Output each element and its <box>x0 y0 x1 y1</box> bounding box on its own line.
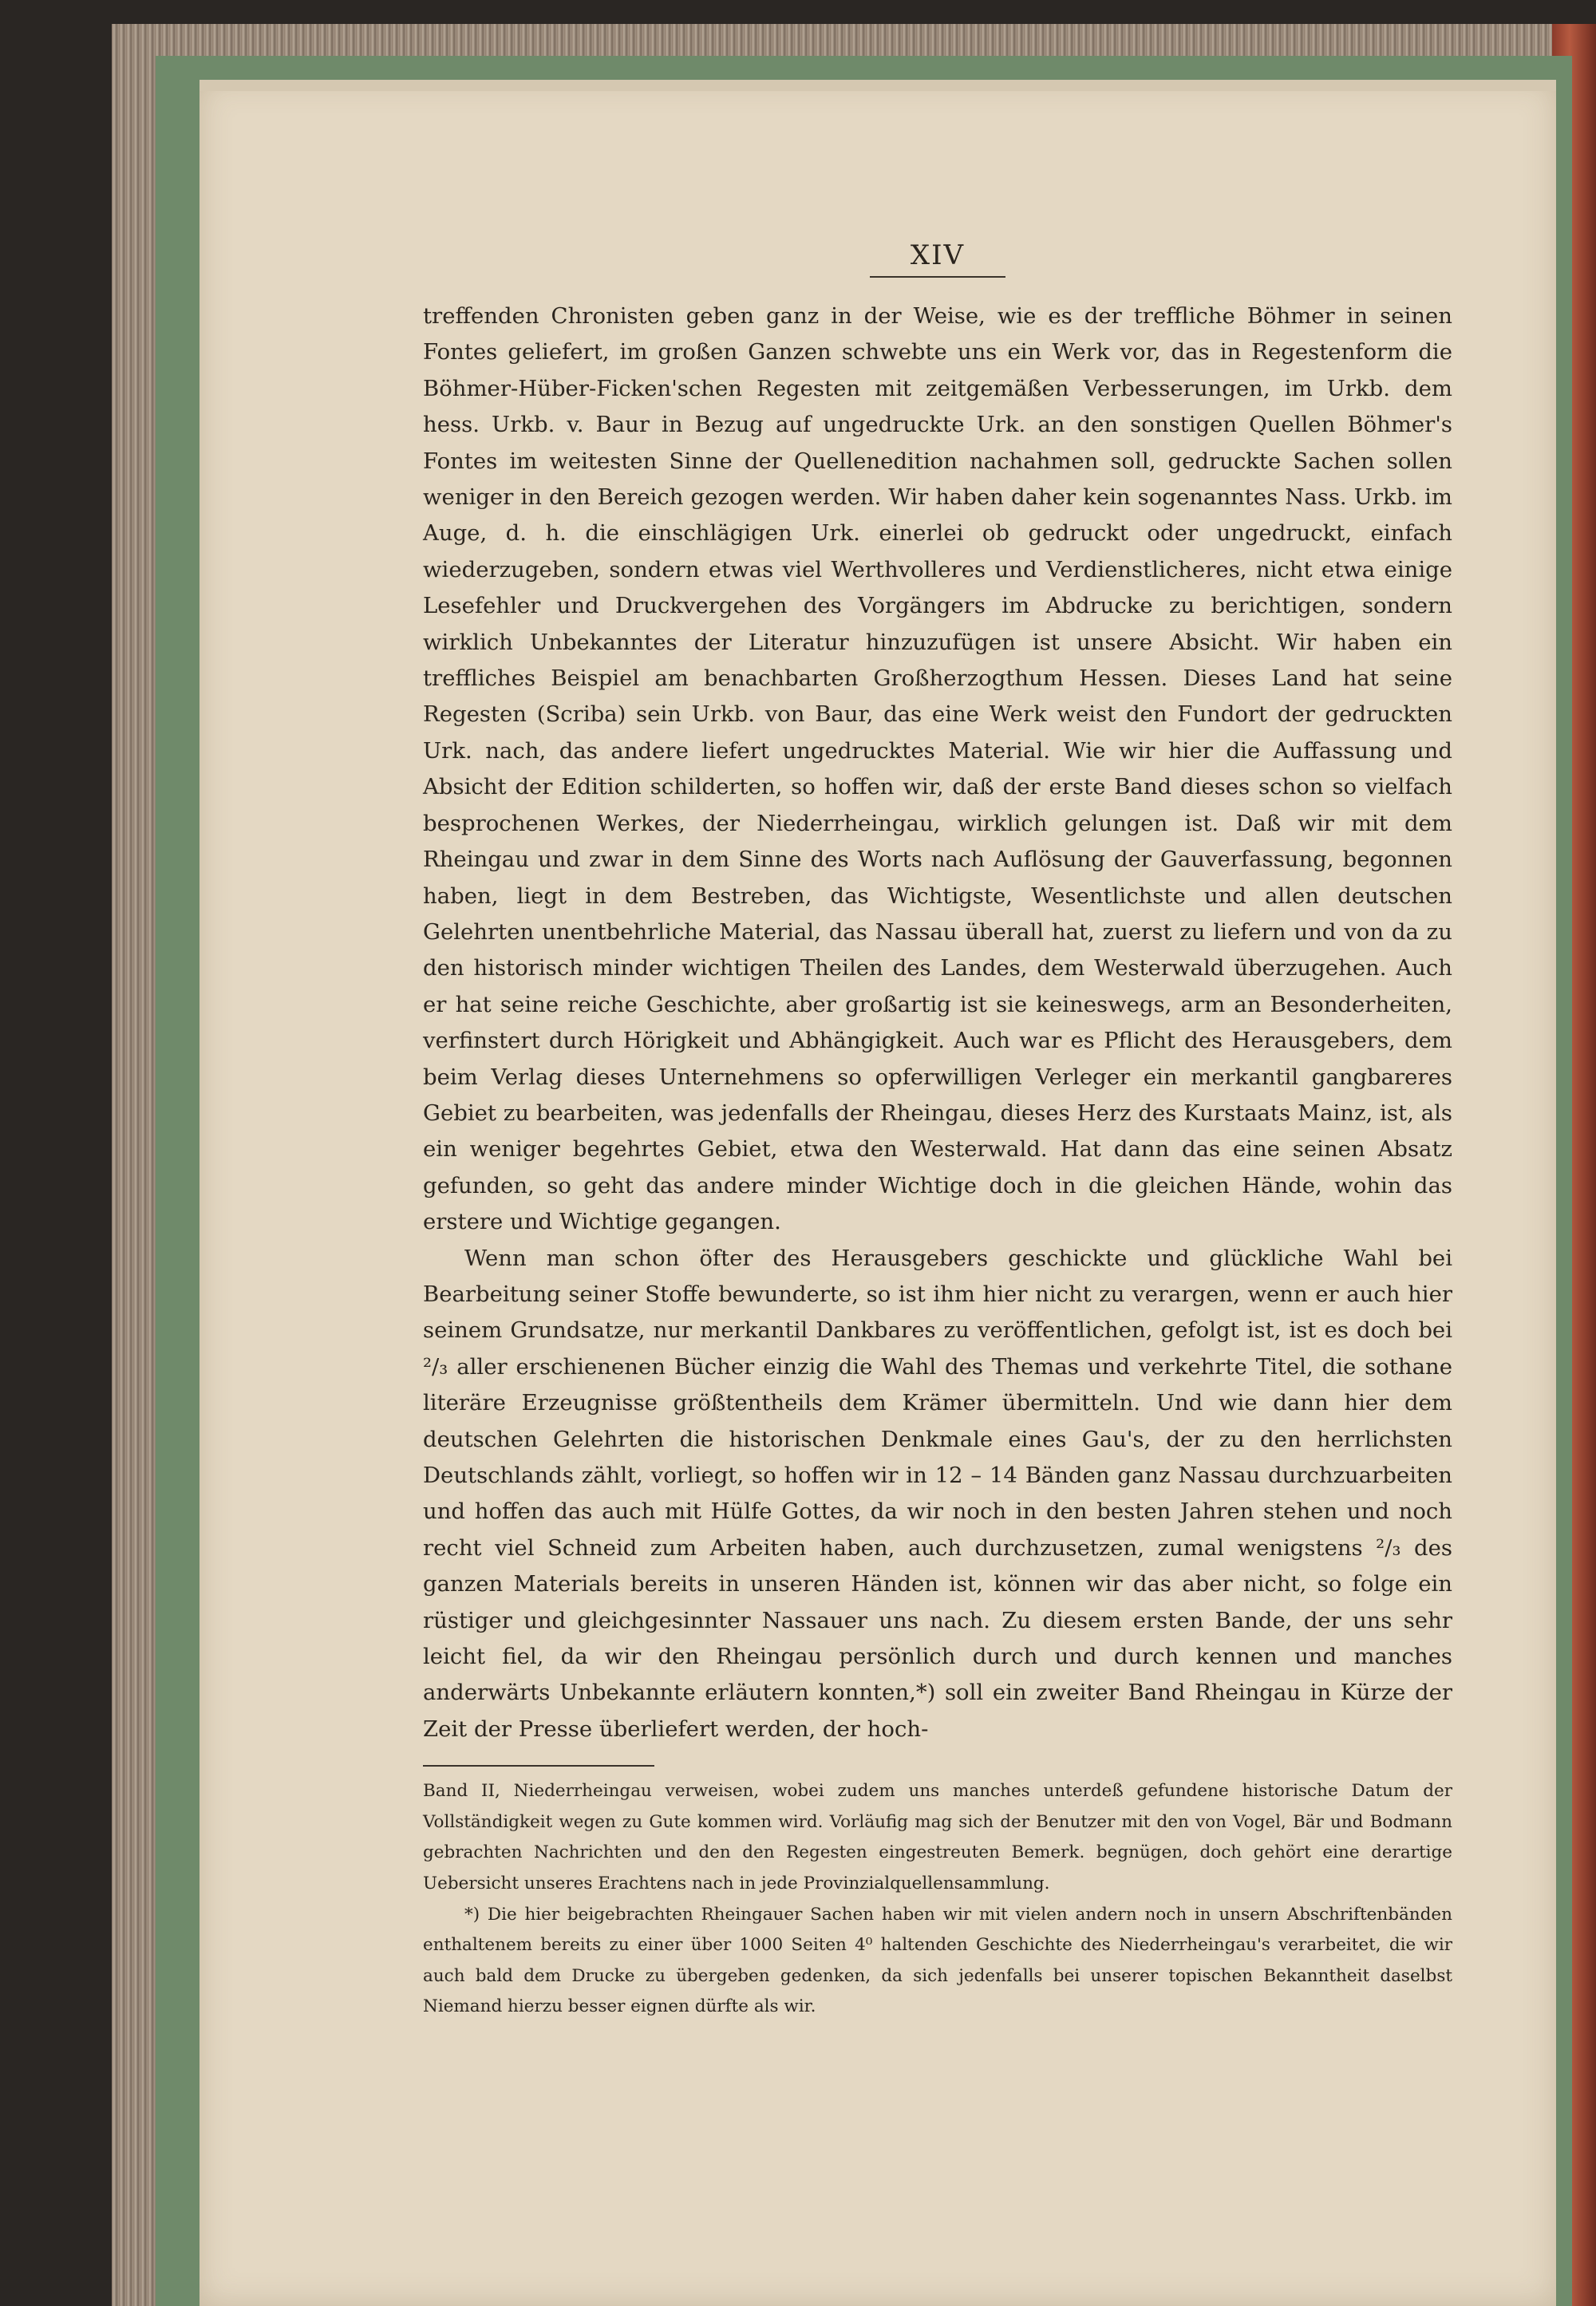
footnote-asterisk: *) Die hier beigebrachten Rheingauer Sachen haben wir mit vielen andern noch in unsern Abschriftenbänden enthaltenem bereits zu einer über 1000 Seiten 4⁰ haltenden Geschichte des Niederrheingau's verarbeitet, die wir auch bald dem Drucke zu übergeben gedenken, da sich jedenfalls bei unserer topischen Bekanntheit daselbst Niemand hierzu besser eignen dürfte als wir. <box>423 1904 1452 2017</box>
footnote-separator <box>423 1765 654 1767</box>
main-paragraph-1: treffenden Chronisten geben ganz in der Weise, wie es der treffliche Böhmer in seinen Fontes geliefert, im großen Ganzen schwebte uns ein Werk vor, das in Regestenform die Böhmer-Hüber-Ficken'schen Regesten mit zeitgemäßen Verbesserungen, im Urkb. dem hess. Urkb. v. Baur in Bezug auf ungedruckte Urk. an den sonstigen Quellen Böhmer's Fontes im weitesten Sinne der Quellenedition nachahmen soll, gedruckte Sachen sollen weniger in den Bereich gezogen werden. Wir haben daher kein sogenanntes Nass. Urkb. im Auge, d. h. die einschlägigen Urk. einerlei ob gedruckt oder ungedruckt, einfach wiederzugeben, sondern etwas viel Werthvolleres und Verdienstlicheres, nicht etwa einige Lesefehler und Druckvergehen des Vorgängers im Abdrucke zu berichtigen, sondern wirklich Unbekanntes der Literatur hinzuzufügen ist unsere Absicht. Wir haben ein treffliches Beispiel am benachbarten Großherzogthum Hessen. Dieses Land hat seine Regesten (Scriba) sein Urkb. von Baur, das eine Werk weist den Fundort der gedruckten Urk. nach, das andere liefert ungedrucktes Material. Wie wir hier die Auffassung und Absicht der Edition schilderten, so hoffen wir, daß der erste Band dieses schon so vielfach besprochenen Werkes, der Niederrheingau, wirklich gelungen ist. Daß wir mit dem Rheingau und zwar in dem Sinne des Worts nach Auflösung der Gauverfassung, begonnen haben, liegt in dem Bestreben, das Wichtigste, Wesentlichste und allen deutschen Gelehrten unentbehrliche Material, das Nassau überall hat, zuerst zu liefern und von da zu den historisch minder wichtigen Theilen des Landes, dem Westerwald überzugehen. Auch er hat seine reiche Geschichte, aber großartig ist sie keineswegs, arm an Besonderheiten, verfinstert durch Hörigkeit und Abhängigkeit. Auch war es Pflicht des Herausgebers, dem beim Verlag dieses Unternehmens so opferwilligen Verleger ein merkantil gangbareres Gebiet zu bearbeiten, was jedenfalls der Rheingau, dieses Herz des Kurstaats Mainz, ist, als ein weniger begehrtes Gebiet, etwa den Westerwald. Hat dann das eine seinen Absatz gefunden, so geht das andere minder Wichtige doch in die gleichen Hände, wohin das erstere und Wichtige gegangen. <box>423 303 1452 1235</box>
page-top-edge <box>200 80 1556 91</box>
page-number-header: XIV <box>870 239 1005 278</box>
page-text-block <box>423 239 1452 2023</box>
main-paragraph-2: Wenn man schon öfter des Herausgebers geschickte und glückliche Wahl bei Bearbeitung seiner Stoffe bewunderte, so ist ihm hier nicht zu verargen, wenn er auch hier seinem Grundsatze, nur merkantil Dankbares zu veröffentlichen, gefolgt ist, ist es doch bei ²/₃ aller erschienenen Bücher einzig die Wahl des Themas und verkehrte Titel, die sothane literäre Erzeugnisse größtentheils dem Krämer übermitteln. Und wie dann hier dem deutschen Gelehrten die historischen Denkmale eines Gau's, der zu den herrlichsten Deutschlands zählt, vorliegt, so hoffen wir in 12 – 14 Bänden ganz Nassau durchzuarbeiten und hoffen das auch mit Hülfe Gottes, da wir noch in den besten Jahren stehen und noch recht viel Schneid zum Arbeiten haben, auch durchzusetzen, zumal wenigstens ²/₃ des ganzen Materials bereits in unseren Händen ist, können wir das aber nicht, so folge ein rüstiger und gleichgesinnter Nassauer uns nach. Zu diesem ersten Bande, der uns sehr leicht fiel, da wir den Rheingau persönlich durch und durch kennen und manches anderwärts Unbekannte erläutern konnten,*) soll ein zweiter Band Rheingau in Kürze der Zeit der Presse überliefert werden, der hoch- <box>423 1245 1452 1742</box>
footnote-continuation: Band II, Niederrheingau verweisen, wobei zudem uns manches unterdeß gefundene historische Datum der Vollständigkeit wegen zu Gute kommen wird. Vorläufig mag sich der Benutzer mit den von Vogel, Bär und Bodmann gebrachten Nachrichten und den den Regesten eingestreuten Bemerk. begnügen, doch gehört eine derartige Uebersicht unseres Erachtens nach in jede Provinzialquellensammlung. <box>423 1781 1452 1894</box>
